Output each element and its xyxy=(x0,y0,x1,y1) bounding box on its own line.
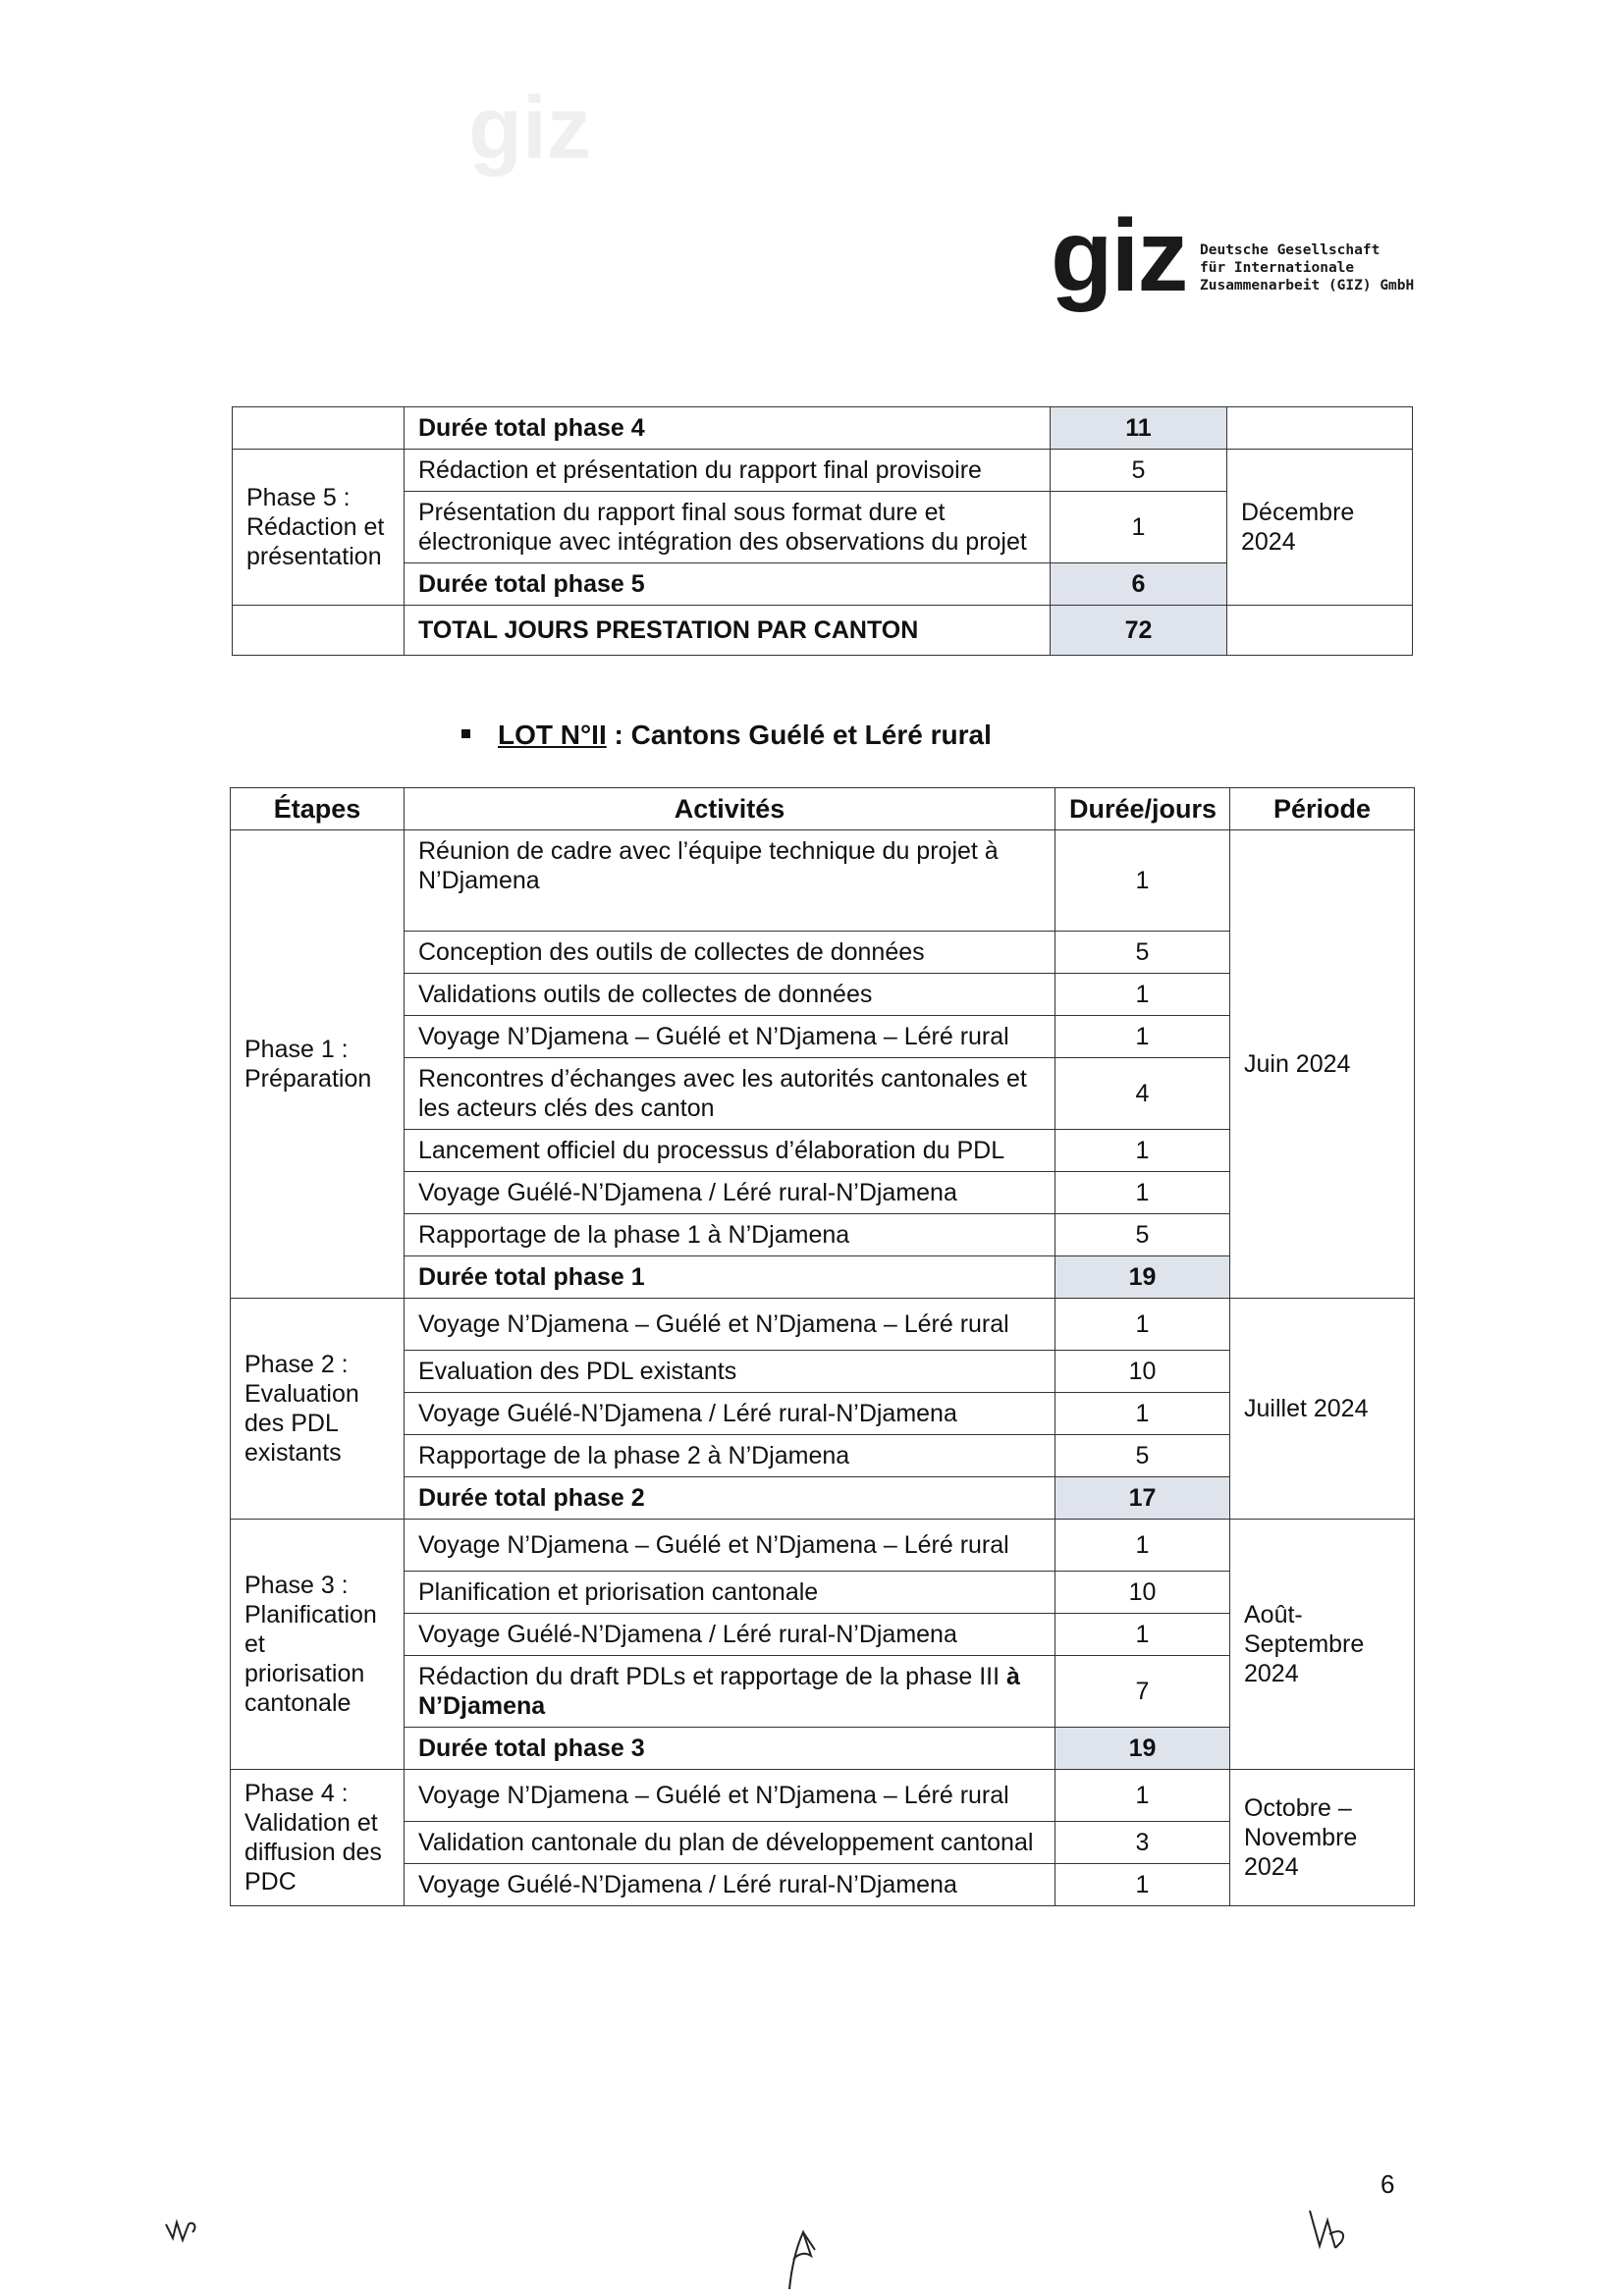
activity-cell: Rédaction du draft PDLs et rapportage de la phase III à N’Djamena xyxy=(405,1656,1055,1728)
phase1-stage-cell: Phase 1 : Préparation xyxy=(231,830,405,1299)
total-days-cell: 72 xyxy=(1051,606,1227,656)
days-cell: 5 xyxy=(1055,1214,1230,1256)
activity-cell: Validations outils de collectes de données xyxy=(405,974,1055,1016)
phase3-period-cell: Août-Septembre 2024 xyxy=(1230,1520,1415,1770)
days-cell: 1 xyxy=(1055,1299,1230,1351)
table-row xyxy=(231,830,1415,932)
empty-stage-cell xyxy=(233,606,405,656)
activity-cell: Voyage N’Djamena – Guélé et N’Djamena – Léré rural xyxy=(405,1520,1055,1572)
days-cell: 6 xyxy=(1051,563,1227,606)
days-cell: 1 xyxy=(1055,974,1230,1016)
phase1-period-cell: Juin 2024 xyxy=(1230,830,1415,1299)
days-cell: 19 xyxy=(1055,1728,1230,1770)
days-cell: 1 xyxy=(1055,1172,1230,1214)
lot2-schedule-table xyxy=(230,787,1415,1906)
total-label-cell: TOTAL JOURS PRESTATION PAR CANTON xyxy=(405,606,1051,656)
activity-cell: Voyage Guélé-N’Djamena / Léré rural-N’Djamena xyxy=(405,1614,1055,1656)
column-header-activites: Activités xyxy=(405,788,1055,830)
column-header-etapes: Étapes xyxy=(231,788,405,830)
phase5-period-cell: Décembre 2024 xyxy=(1227,450,1413,606)
empty-stage-cell xyxy=(233,407,405,450)
activity-cell: Réunion de cadre avec l’équipe technique du projet à N’Djamena xyxy=(405,830,1055,932)
table-row xyxy=(233,407,1413,450)
activity-cell: Rencontres d’échanges avec les autorités cantonales et les acteurs clés des canton xyxy=(405,1058,1055,1130)
lot-subtitle: : Cantons Guélé et Léré rural xyxy=(606,720,992,750)
days-cell: 7 xyxy=(1055,1656,1230,1728)
days-cell: 1 xyxy=(1055,1520,1230,1572)
continuation-table xyxy=(232,406,1413,656)
phase3-stage-cell: Phase 3 : Planification et priorisation cantonale xyxy=(231,1520,405,1770)
phase2-stage-cell: Phase 2 : Evaluation des PDL existants xyxy=(231,1299,405,1520)
page-number: 6 xyxy=(1380,2169,1395,2199)
empty-period-cell xyxy=(1227,407,1413,450)
activity-cell: Voyage Guélé-N’Djamena / Léré rural-N’Djamena xyxy=(405,1172,1055,1214)
days-cell: 4 xyxy=(1055,1058,1230,1130)
days-cell: 11 xyxy=(1051,407,1227,450)
activity-cell: Durée total phase 2 xyxy=(405,1477,1055,1520)
days-cell: 1 xyxy=(1055,1130,1230,1172)
days-cell: 1 xyxy=(1055,1770,1230,1822)
activity-cell: Voyage N’Djamena – Guélé et N’Djamena – Léré rural xyxy=(405,1299,1055,1351)
days-cell: 5 xyxy=(1055,932,1230,974)
activity-cell: Rapportage de la phase 2 à N’Djamena xyxy=(405,1435,1055,1477)
days-cell: 1 xyxy=(1055,1393,1230,1435)
phase4-stage-cell: Phase 4 : Validation et diffusion des PDC xyxy=(231,1770,405,1906)
activity-cell: Lancement officiel du processus d’élaboration du PDL xyxy=(405,1130,1055,1172)
empty-period-cell xyxy=(1227,606,1413,656)
activity-cell: Validation cantonale du plan de développement cantonal xyxy=(405,1822,1055,1864)
days-cell: 3 xyxy=(1055,1822,1230,1864)
days-cell: 1 xyxy=(1051,492,1227,563)
bleed-through-mark: giz xyxy=(468,80,591,178)
days-cell: 10 xyxy=(1055,1351,1230,1393)
days-cell: 19 xyxy=(1055,1256,1230,1299)
handwritten-initial-right xyxy=(1306,2207,1353,2256)
activity-cell: Durée total phase 1 xyxy=(405,1256,1055,1299)
phase2-period-cell: Juillet 2024 xyxy=(1230,1299,1415,1520)
column-header-duree: Durée/jours xyxy=(1055,788,1230,830)
table-row xyxy=(233,606,1413,656)
logo-wordmark: giz xyxy=(1051,199,1187,313)
column-header-periode: Période xyxy=(1230,788,1415,830)
activity-cell: Durée total phase 5 xyxy=(405,563,1051,606)
bullet-icon xyxy=(461,729,470,738)
activity-cell: Planification et priorisation cantonale xyxy=(405,1572,1055,1614)
days-cell: 1 xyxy=(1055,1016,1230,1058)
activity-cell: Rapportage de la phase 1 à N’Djamena xyxy=(405,1214,1055,1256)
table-row xyxy=(231,1299,1415,1351)
activity-cell: Voyage N’Djamena – Guélé et N’Djamena – Léré rural xyxy=(405,1016,1055,1058)
days-cell: 5 xyxy=(1051,450,1227,492)
activity-cell: Durée total phase 4 xyxy=(405,407,1051,450)
days-cell: 1 xyxy=(1055,830,1230,932)
activity-cell: Durée total phase 3 xyxy=(405,1728,1055,1770)
logo-organization-name: Deutsche Gesellschaft für Internationale Zusammenarbeit (GIZ) GmbH xyxy=(1200,242,1415,294)
giz-logo xyxy=(1051,199,1415,320)
lot-number: LOT N°II xyxy=(498,720,607,750)
days-cell: 1 xyxy=(1055,1614,1230,1656)
activity-cell: Rédaction et présentation du rapport final provisoire xyxy=(405,450,1051,492)
table-row xyxy=(231,1520,1415,1572)
handwritten-initial-left xyxy=(163,2216,202,2246)
activity-cell: Evaluation des PDL existants xyxy=(405,1351,1055,1393)
table-row xyxy=(233,450,1413,492)
days-cell: 1 xyxy=(1055,1864,1230,1906)
phase4-period-cell: Octobre – Novembre 2024 xyxy=(1230,1770,1415,1906)
activity-cell: Présentation du rapport final sous format dure et électronique avec intégration des observations du projet xyxy=(405,492,1051,563)
table-header-row xyxy=(231,788,1415,830)
activity-cell: Voyage N’Djamena – Guélé et N’Djamena – Léré rural xyxy=(405,1770,1055,1822)
phase5-stage-cell: Phase 5 : Rédaction et présentation xyxy=(233,450,405,606)
days-cell: 5 xyxy=(1055,1435,1230,1477)
activity-cell: Voyage Guélé-N’Djamena / Léré rural-N’Djamena xyxy=(405,1864,1055,1906)
activity-cell: Conception des outils de collectes de données xyxy=(405,932,1055,974)
handwritten-initial-center xyxy=(785,2220,819,2295)
table-row xyxy=(231,1770,1415,1822)
lot-heading xyxy=(461,720,992,751)
days-cell: 10 xyxy=(1055,1572,1230,1614)
days-cell: 17 xyxy=(1055,1477,1230,1520)
activity-cell: Voyage Guélé-N’Djamena / Léré rural-N’Djamena xyxy=(405,1393,1055,1435)
